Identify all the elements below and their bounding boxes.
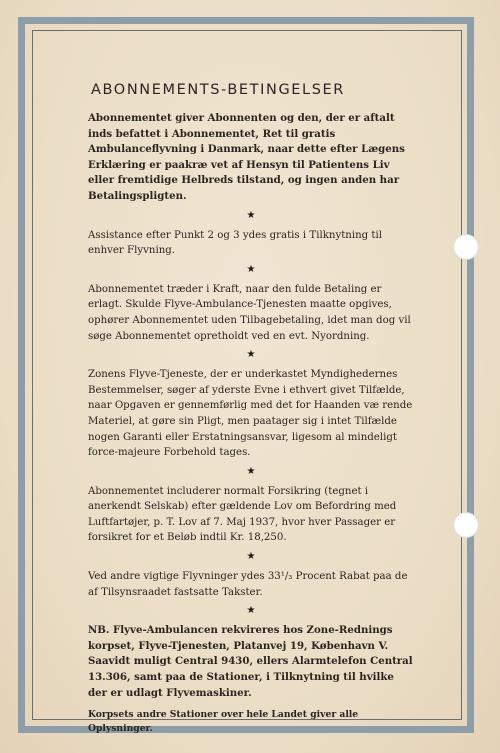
document-body	[88, 72, 414, 736]
star-separator: ★	[246, 465, 256, 477]
paragraph-1: Abonnementet giver Abonnenten og den, der er aftalt inds befattet i Abonnementet, Ret til gratis Ambulanceflyvning i Danmark, naar dette efter Lægens Erklæring er paakræ vet af Hensyn til Patientens Liv eller fremtidige Helbreds tilstand, og ingen anden har Betalingspligten.	[88, 112, 405, 202]
star-separator: ★	[246, 605, 256, 617]
star-separator: ★	[246, 209, 256, 221]
star-separator: ★	[246, 349, 256, 361]
paragraph-5: Abonnementet includerer normalt Forsikring (tegnet i anerkendt Selskab) efter gældende Lov om Befordring med Luftfartøjer, p. T. Lov af 7. Maj 1937, hvor hver Passager er forsikret for et Beløb indtil Kr. 18,250.	[88, 485, 397, 544]
punch-hole-bottom	[453, 512, 479, 538]
star-separator: ★	[246, 263, 256, 275]
paragraph-stations: Korpsets andre Stationer over hele Landet giver alle Oplysninger.	[88, 709, 359, 735]
paragraph-2: Assistance efter Punkt 2 og 3 ydes gratis i Tilknytning til enhver Flyvning.	[88, 229, 383, 257]
paragraph-3: Abonnementet træder i Kraft, naar den fulde Betaling er erlagt. Skulde Flyve-Ambulance-Tjenesten maatte opgives, ophører Abonnementet uden Tilbagebetaling, idet man dog vil søge Abonnementet opretholdt ved en evt. Nyordning.	[88, 283, 411, 342]
paragraph-6: Ved andre vigtige Flyvninger ydes 33¹/₃ Procent Rabat paa de af Tilsynsraadet fastsatte Takster.	[88, 571, 408, 598]
paragraph-nb-notice: NB. Flyve-Ambulancen rekvireres hos Zone-Rednings korpset, Flyve-Tjenesten, Platanvej 19, København V. Saavidt muligt Central 9430, ellers Alarmtelefon Central 13.306, samt paa de Stationer, i Tilknytning til hvilke der er udlagt Flyvemaskiner.	[88, 624, 413, 699]
paragraph-4: Zonens Flyve-Tjeneste, der er underkastet Myndighedernes Bestemmelser, søger af yderste Evne i ethvert givet Tilfælde, naar Opgaven er gennemførlig med det for Haanden væ rende Materiel, at gøre sin Pligt, men paatager sig i intet Tilfælde nogen Garanti eller Erstatningsansvar, ligesom al mindeligt force-majeure Forbehold tages.	[88, 369, 413, 459]
star-separator: ★	[246, 551, 256, 563]
document-title: ABONNEMENTS-BETINGELSER	[91, 82, 345, 98]
punch-hole-top	[453, 234, 479, 260]
